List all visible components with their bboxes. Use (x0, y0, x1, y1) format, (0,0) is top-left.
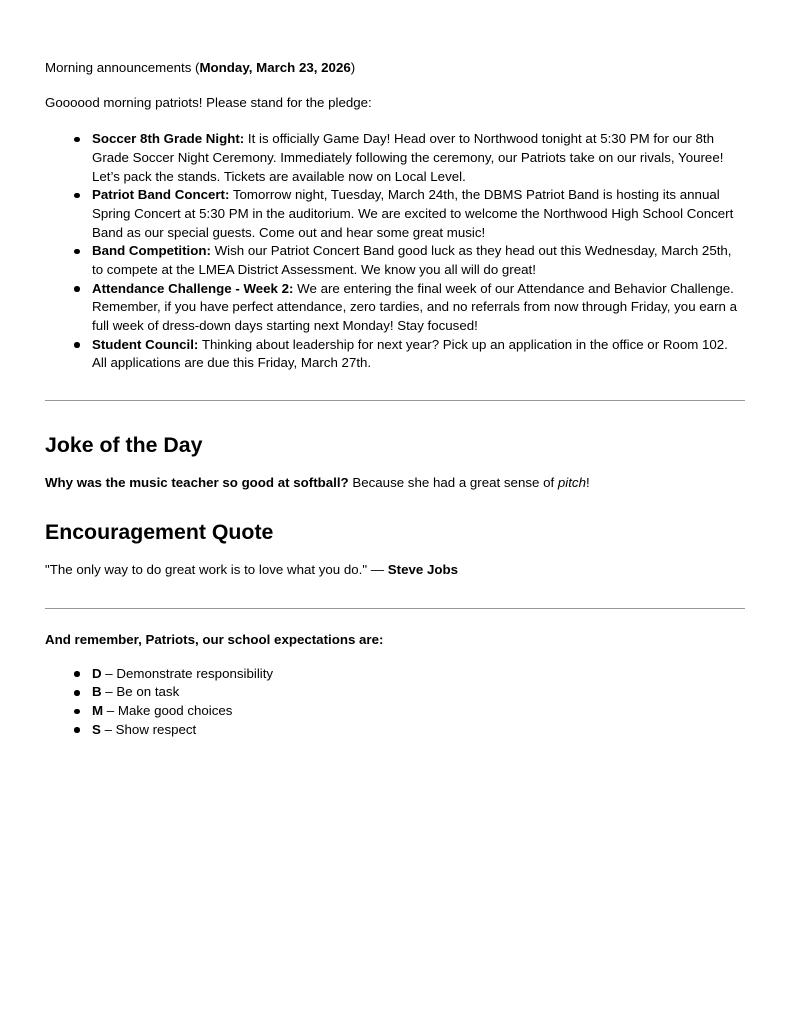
expectation-text: – Demonstrate responsibility (101, 665, 274, 681)
expectations-intro: And remember, Patriots, our school expectations are: (45, 632, 384, 648)
announcement-title: Soccer 8th Grade Night: (92, 131, 245, 147)
quote-line (45, 561, 745, 580)
expectation-letter: S (92, 721, 101, 737)
greeting-line: Goooood morning patriots! Please stand for the pledge: (45, 94, 372, 110)
section-divider (45, 608, 745, 609)
expectation-text: – Show respect (100, 721, 197, 737)
intro-date: Monday, March 23, 2026 (199, 60, 351, 75)
joke-answer-emphasis: pitch (557, 474, 586, 490)
quote-text: "The only way to do great work is to love what you do." — (45, 561, 388, 577)
announcement-body: Wish our Patriot Concert Band good luck as they head out this Wednesday, March 25th, to compete at the LMEA District Assessment. We know you all will do great! (92, 243, 732, 277)
announcement-item-soccer-night (45, 130, 745, 186)
joke-heading: Joke of the Day (45, 432, 203, 457)
announcement-body: Thinking about leadership for next year? Pick up an application in the office or Room 102. All applications are due this Friday, March 27th. (92, 336, 728, 371)
expectation-letter: D (92, 665, 102, 681)
expectations-list (45, 665, 745, 740)
announcement-body: It is officially Game Day! Head over to Northwood tonight at 5:30 PM for our 8th Grade Soccer Night Ceremony. Immediately following the ceremony, our Patriots take on our rivals, Youree! Let’s pack the stands. Tickets are available now on Local Level. (92, 131, 724, 184)
expectation-item-b (45, 683, 745, 702)
expectation-item-m (45, 702, 745, 721)
expectation-text: – Be on task (101, 684, 180, 700)
announcement-item-attendance-challenge (45, 280, 745, 336)
expectation-item-s (45, 721, 745, 740)
expectation-item-d (45, 665, 745, 684)
expectation-letter: B (92, 684, 102, 700)
announcements-list (45, 130, 745, 373)
joke-question: Why was the music teacher so good at softball? (45, 474, 349, 490)
announcement-title: Patriot Band Concert: (92, 187, 230, 203)
intro-suffix: ) (350, 60, 356, 75)
quote-author: Steve Jobs (387, 561, 458, 577)
announcement-item-band-concert (45, 186, 745, 242)
intro-prefix: Morning announcements ( (45, 60, 200, 75)
section-divider (45, 400, 745, 401)
announcement-body: We are entering the final week of our Attendance and Behavior Challenge. Remember, if you have perfect attendance, zero tardies, and no referrals from now through Friday, you earn a full week of dress-down days starting next Monday! Stay focused! (92, 280, 737, 333)
expectation-letter: M (92, 703, 104, 719)
announcement-body: Tomorrow night, Tuesday, March 24th, the DBMS Patriot Band is hosting its annual Spring Concert at 5:30 PM in the auditorium. We are excited to welcome the Northwood High School Concert Band as our special guests. Come out and hear some great music! (92, 187, 734, 240)
announcement-title: Student Council: (92, 336, 199, 352)
announcement-title: Attendance Challenge - Week 2: (92, 280, 294, 296)
announcement-item-student-council (45, 336, 745, 373)
joke-answer: Because she had a great sense of (348, 474, 558, 490)
announcement-item-band-competition (45, 242, 745, 279)
joke-line (45, 474, 745, 493)
expectation-text: – Make good choices (103, 703, 233, 719)
joke-answer-end: ! (585, 474, 590, 490)
intro-line (45, 59, 745, 78)
quote-heading: Encouragement Quote (45, 519, 274, 544)
announcement-title: Band Competition: (92, 243, 211, 259)
